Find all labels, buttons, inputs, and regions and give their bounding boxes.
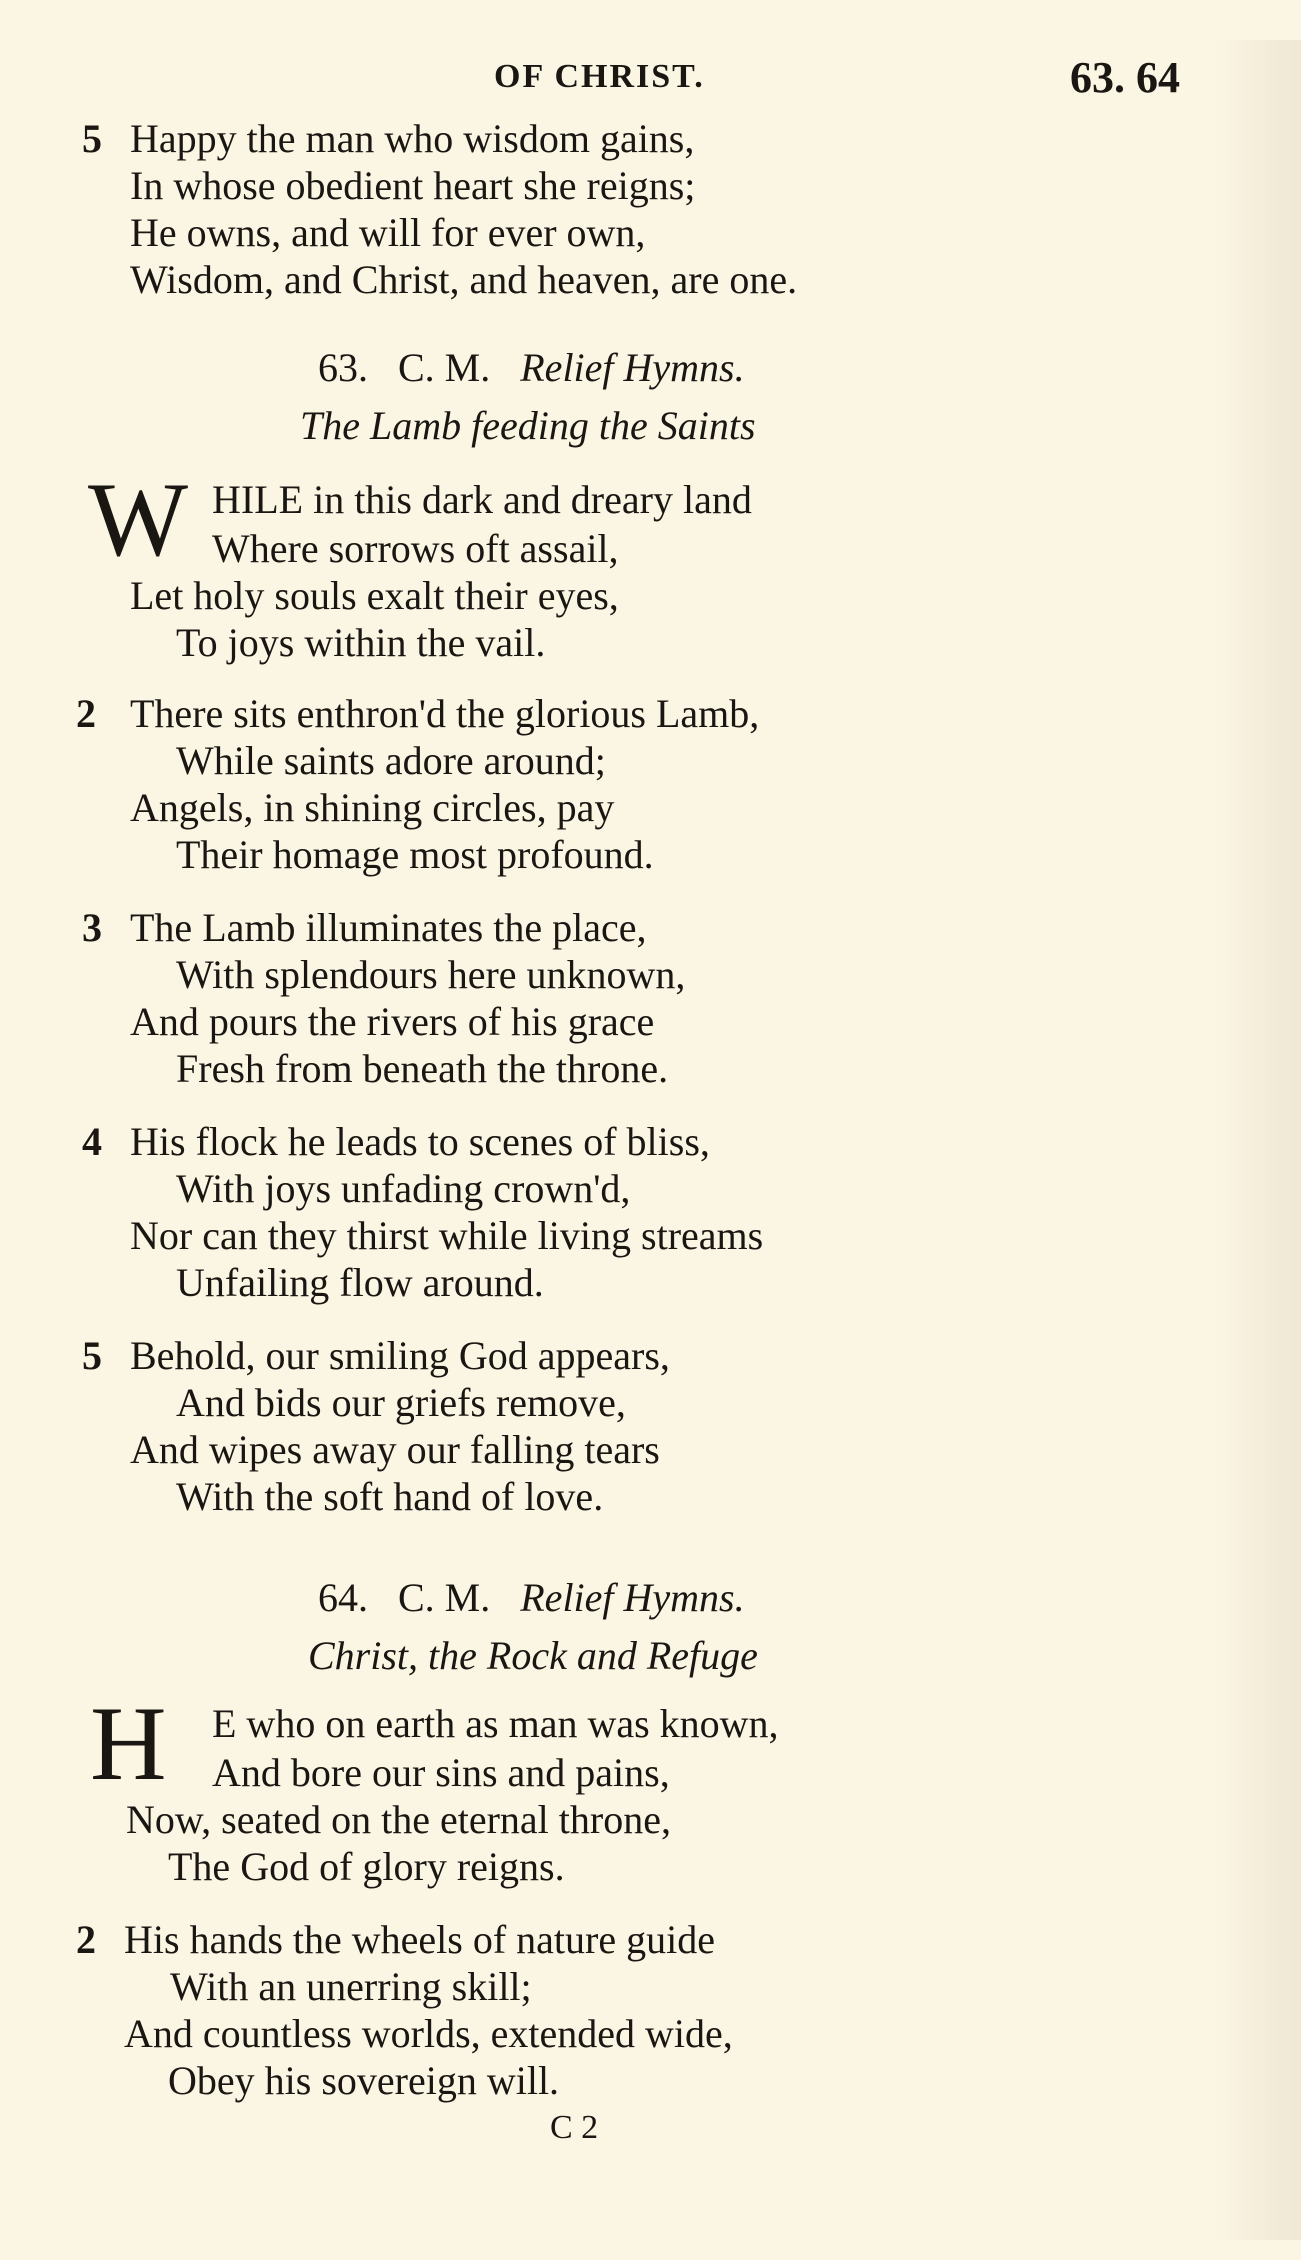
verse-line: Behold, our smiling God appears, <box>130 1333 670 1378</box>
verse-line: Where sorrows oft assail, <box>212 526 619 571</box>
verse-line: His flock he leads to scenes of bliss, <box>130 1119 710 1164</box>
verse-line: There sits enthron'd the glorious Lamb, <box>130 691 760 736</box>
stanza-number: 4 <box>82 1119 102 1164</box>
verse-line: And pours the rivers of his grace <box>130 999 655 1044</box>
hymn-meter: C. M. <box>398 1575 491 1620</box>
hymn-number: 64. <box>318 1575 368 1620</box>
hymn-63-title: The Lamb feeding the Saints <box>300 403 756 448</box>
hymn-64-title: Christ, the Rock and Refuge <box>308 1633 758 1678</box>
running-head: OF CHRIST. <box>494 58 705 95</box>
verse-line: To joys within the vail. <box>176 620 546 665</box>
hymn-source: Relief Hymns. <box>520 1575 745 1620</box>
page-numbers: 63. 64 <box>1070 53 1180 102</box>
drop-cap: W <box>88 461 189 578</box>
stanza-number: 2 <box>76 1917 96 1962</box>
hymn-number: 63. <box>318 345 368 390</box>
verse-line: Their homage most profound. <box>176 832 654 877</box>
verse-line: The God of glory reigns. <box>168 1844 565 1889</box>
verse-line: He owns, and will for ever own, <box>130 210 646 255</box>
verse-line: With splendours here unknown, <box>176 952 686 997</box>
verse-line: Obey his sovereign will. <box>168 2058 560 2103</box>
verse-line: And wipes away our falling tears <box>130 1427 660 1472</box>
verse-line: Now, seated on the eternal throne, <box>126 1797 671 1842</box>
verse-line: Angels, in shining circles, pay <box>130 785 615 830</box>
verse-line: And bore our sins and pains, <box>212 1750 670 1795</box>
signature-mark: C 2 <box>550 2109 599 2146</box>
hymn-meter: C. M. <box>398 345 491 390</box>
verse-line: And bids our griefs remove, <box>176 1380 626 1425</box>
verse-line: And countless worlds, extended wide, <box>124 2011 733 2056</box>
verse-line: In whose obedient heart she reigns; <box>130 163 696 208</box>
hymn-64-heading <box>318 1574 745 1622</box>
verse-line: Wisdom, and Christ, and heaven, are one. <box>130 257 798 302</box>
stanza-number: 5 <box>82 1333 102 1378</box>
verse-line: With an unerring skill; <box>170 1964 532 2009</box>
verse-line: With joys unfading crown'd, <box>176 1166 631 1211</box>
verse-line: Happy the man who wisdom gains, <box>130 116 695 161</box>
stanza-number: 3 <box>82 905 102 950</box>
verse-line: With the soft hand of love. <box>176 1474 604 1519</box>
drop-cap: H <box>90 1685 167 1802</box>
verse-line: HILE in this dark and dreary land <box>212 477 752 522</box>
verse-line: While saints adore around; <box>176 738 606 783</box>
verse-line: E who on earth as man was known, <box>212 1701 779 1746</box>
page-header <box>0 52 1301 102</box>
verse-line: His hands the wheels of nature guide <box>124 1917 715 1962</box>
verse-line: The Lamb illuminates the place, <box>130 905 647 950</box>
stanza-number: 2 <box>76 691 96 736</box>
hymn-63-heading <box>318 344 745 392</box>
facing-page-bleed <box>1215 40 1301 2240</box>
verse-line: Let holy souls exalt their eyes, <box>130 573 619 618</box>
verse-line: Unfailing flow around. <box>176 1260 544 1305</box>
verse-line: Nor can they thirst while living streams <box>130 1213 764 1258</box>
stanza-number: 5 <box>82 116 102 161</box>
hymn-source: Relief Hymns. <box>520 345 745 390</box>
verse-line: Fresh from beneath the throne. <box>176 1046 669 1091</box>
